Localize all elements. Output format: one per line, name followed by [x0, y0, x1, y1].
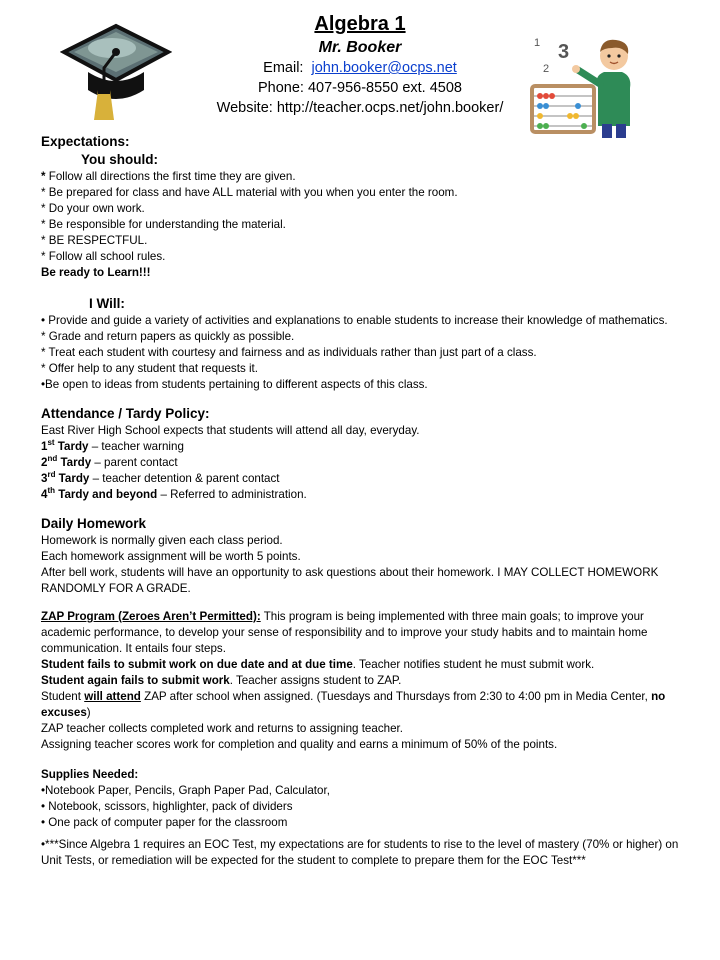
tardy-row: 1st Tardy – teacher warning [41, 438, 184, 453]
zap-step: Assigning teacher scores work for completion and quality and earns a minimum of 50% of the points. [41, 738, 558, 751]
email-line [0, 58, 720, 78]
tardy-row: 2nd Tardy – parent contact [41, 454, 178, 469]
supply-item: •Notebook Paper, Pencils, Graph Paper Pad, Calculator, [41, 784, 330, 797]
zap-intro: ZAP Program (Zeroes Aren’t Permitted): This program is being implemented with three main goals; to improve your academic performance, to develop your sense of responsibility and to improve your study habits and to maintain home communication. It entails four steps. [41, 610, 648, 655]
expectations-closing: Be ready to Learn!!! [41, 266, 151, 279]
homework-line: Homework is normally given each class period. [41, 534, 283, 547]
number-2-glyph: 2 [543, 63, 550, 75]
homework-line: After bell work, students will have an opportunity to ask questions about their homework. I MAY COLLECT HOMEWORK RANDOMLY FOR A GRADE. [41, 566, 659, 595]
tardy-row: 4th Tardy and beyond – Referred to administration. [41, 486, 307, 501]
attendance-heading: Attendance / Tardy Policy: [41, 406, 210, 421]
supply-item: • One pack of computer paper for the classroom [41, 816, 288, 829]
zap-section [41, 609, 696, 753]
homework-line: Each homework assignment will be worth 5 points. [41, 550, 301, 563]
course-title: Algebra 1 [314, 13, 406, 35]
i-will-item: * Grade and return papers as quickly as possible. [41, 330, 295, 343]
number-1-glyph: 1 [534, 37, 541, 49]
zap-step: Student fails to submit work on due date and at due time. Teacher notifies student he must submit work. [41, 658, 595, 671]
expectations-heading: Expectations: [41, 134, 130, 149]
supplies-section [41, 767, 696, 831]
zap-heading: ZAP Program (Zeroes Aren’t Permitted): [41, 610, 261, 623]
homework-section [41, 515, 696, 597]
i-will-item: * Offer help to any student that requests it. [41, 362, 258, 375]
i-will-section [41, 295, 696, 393]
expectation-item: * Be prepared for class and have ALL material with you when you enter the room. [41, 186, 458, 199]
expectation-item: * Do your own work. [41, 202, 145, 215]
expectation-item: * Be responsible for understanding the material. [41, 218, 286, 231]
expectation-item: * Follow all directions the first time they are given. [41, 170, 296, 183]
i-will-item: •Be open to ideas from students pertaining to different aspects of this class. [41, 378, 428, 391]
attendance-intro: East River High School expects that students will attend all day, everyday. [41, 424, 420, 437]
email-label: Email: [263, 60, 304, 76]
document-header [0, 12, 720, 118]
expectation-item: * BE RESPECTFUL. [41, 234, 148, 247]
teacher-name: Mr. Booker [318, 39, 402, 56]
you-should-heading: You should: [81, 152, 158, 167]
attendance-section [41, 405, 696, 503]
expectations-section [41, 133, 696, 281]
zap-step: Student again fails to submit work. Teacher assigns student to ZAP. [41, 674, 402, 687]
phone-line: Phone: 407-956-8550 ext. 4508 [258, 80, 462, 96]
homework-heading: Daily Homework [41, 516, 147, 531]
document-body [41, 133, 696, 869]
zap-step: ZAP teacher collects completed work and returns to assigning teacher. [41, 722, 403, 735]
i-will-item: • Provide and guide a variety of activities and explanations to enable students to increase their knowledge of mathematics. [41, 314, 668, 327]
i-will-heading: I Will: [89, 296, 125, 311]
email-link[interactable]: john.booker@ocps.net [311, 60, 457, 76]
i-will-item: * Treat each student with courtesy and fairness and as individuals rather than just part of a class. [41, 346, 537, 359]
eoc-note: •***Since Algebra 1 requires an EOC Test, my expectations are for students to rise to the level of mastery (70% or higher) on Unit Tests, or remediation will be expected for the student to complete to prepare them for the EOC Test*** [41, 838, 679, 867]
expectation-item: * Follow all school rules. [41, 250, 166, 263]
supply-item: • Notebook, scissors, highlighter, pack of dividers [41, 800, 293, 813]
tardy-row: 3rd Tardy – teacher detention & parent contact [41, 470, 280, 485]
supplies-heading: Supplies Needed: [41, 768, 139, 781]
number-3-glyph: 3 [558, 41, 570, 63]
website-line: Website: http://teacher.ocps.net/john.booker/ [216, 100, 504, 116]
zap-step: Student will attend ZAP after school when assigned. (Tuesdays and Thursdays from 2:30 to 4:00 pm in Media Center, no excuses) [41, 690, 666, 719]
